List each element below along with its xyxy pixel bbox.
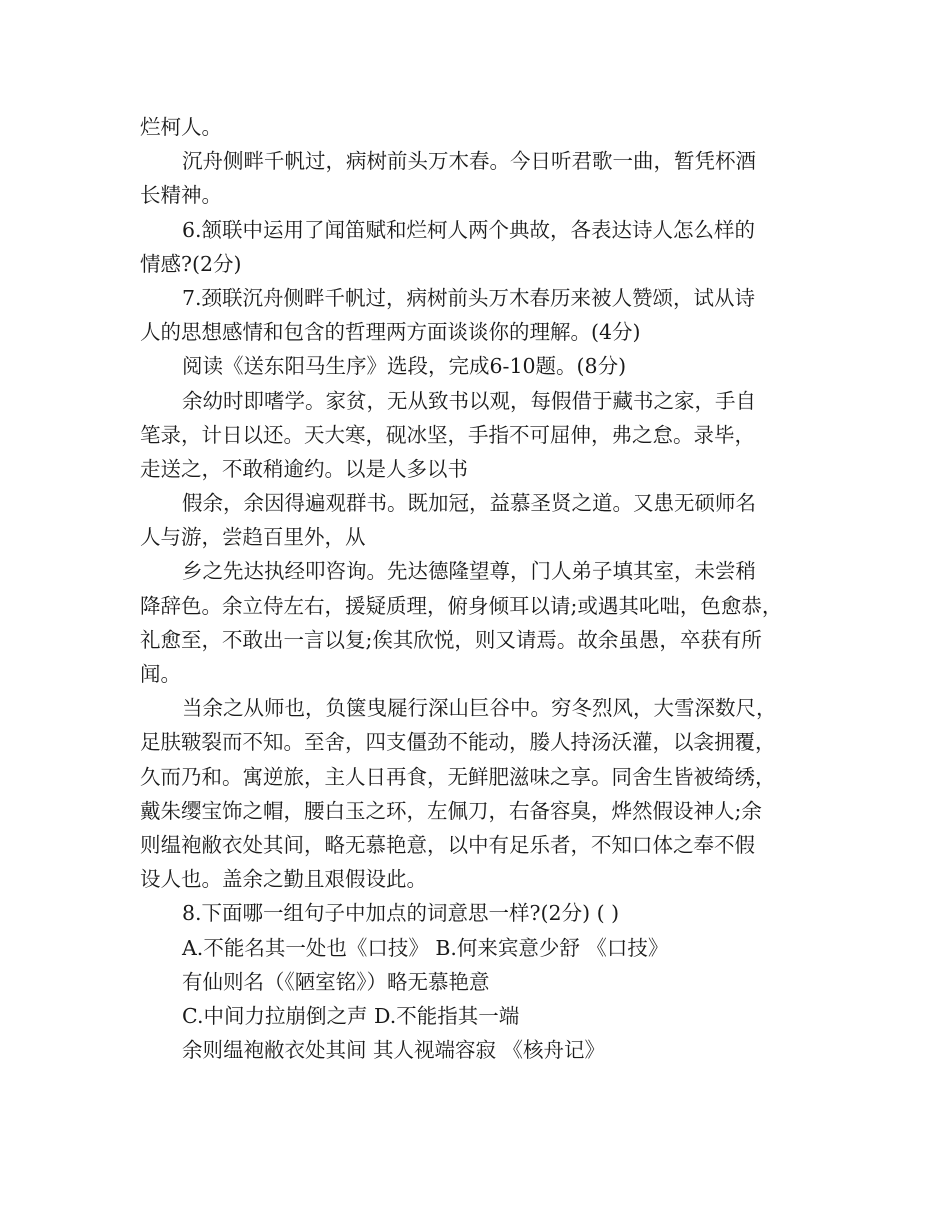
text-line: 情感?(2分) — [140, 251, 242, 276]
text-line: 7.颈联沉舟侧畔千帆过，病树前头万木春历来被人赞颂，试从诗 — [182, 285, 756, 310]
text-line: 人的思想感情和包含的哲理两方面谈谈你的理解。(4分) — [140, 320, 641, 345]
text-line: 走送之，不敢稍逾约。以是人多以书 — [140, 456, 468, 481]
text-line: 闻。 — [140, 662, 181, 686]
text-line: 戴朱缨宝饰之帽，腰白玉之环，左佩刀，右备容臭，烨然假设神人;余 — [140, 798, 762, 823]
text-line: 笔录，计日以还。天大寒，砚冰坚，手指不可屈伸，弗之怠。录毕， — [140, 422, 755, 447]
text-line: 设人也。盖余之勤且艰假设此。 — [140, 867, 427, 892]
text-line: 足肤皲裂而不知。至舍，四支僵劲不能动，媵人持汤沃灌，以衾拥覆， — [140, 730, 776, 755]
text-line: 长精神。 — [140, 183, 222, 208]
text-line: 假余，余因得遍观群书。既加冠，益慕圣贤之道。又患无硕师名 — [182, 491, 756, 516]
text-line: 阅读《送东阳马生序》选段，完成6-10题。(8分) — [182, 354, 627, 379]
text-line: 则缊袍敝衣处其间，略无慕艳意，以中有足乐者，不知口体之奉不假 — [140, 832, 755, 857]
document-page — [140, 110, 820, 1067]
text-line: A.不能名其一处也《口技》 B.何来宾意少舒 《口技》 — [182, 935, 669, 960]
text-line: 沉舟侧畔千帆过，病树前头万木春。今日听君歌一曲，暂凭杯酒 — [182, 149, 756, 174]
text-line: 8.下面哪一组句子中加点的词意思一样?(2分) ( ) — [182, 901, 620, 926]
text-line: 余幼时即嗜学。家贫，无从致书以观，每假借于藏书之家，手自 — [182, 388, 756, 413]
text-line: 礼愈至，不敢出一言以复;俟其欣悦，则又请焉。故余虽愚，卒获有所 — [140, 627, 762, 652]
text-line: 当余之从师也，负箧曳屣行深山巨谷中。穷冬烈风，大雪深数尺， — [182, 696, 777, 721]
text-line: 6.颔联中运用了闻笛赋和烂柯人两个典故，各表达诗人怎么样的 — [182, 217, 756, 242]
text-line: 有仙则名（《陋室铭》）略无慕艳意 — [182, 969, 490, 994]
text-line: 乡之先达执经叩咨询。先达德隆望尊，门人弟子填其室，未尝稍 — [182, 559, 756, 584]
text-line: C.中间力拉崩倒之声 D.不能指其一端 — [182, 1003, 520, 1028]
text-line: 久而乃和。寓逆旅，主人日再食，无鲜肥滋味之享。同舍生皆被绮绣， — [140, 764, 776, 789]
text-line: 降辞色。余立侍左右，援疑质理，俯身倾耳以请;或遇其叱咄，色愈恭， — [140, 593, 783, 618]
text-line: 余则缊袍敝衣处其间 其人视端容寂 《核舟记》 — [182, 1038, 606, 1063]
text-line: 人与游，尝趋百里外，从 — [140, 525, 366, 550]
text-line: 烂柯人。 — [140, 115, 222, 139]
